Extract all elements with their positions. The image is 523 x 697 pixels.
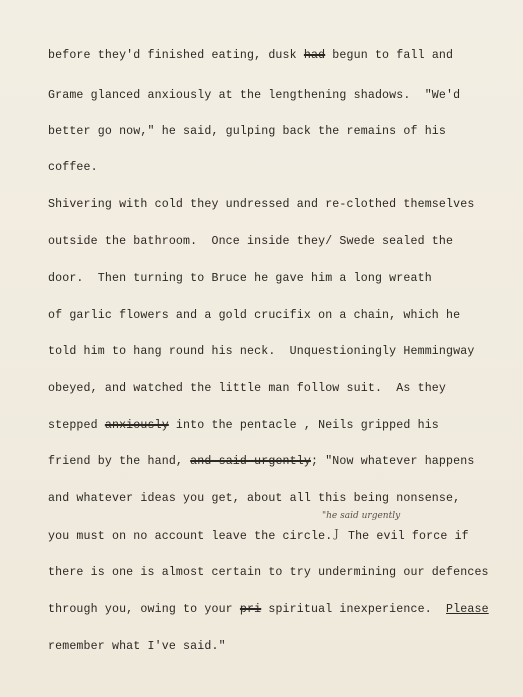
text-line-11: stepped anxiously into the pentacle , Neils gripped his xyxy=(48,419,439,432)
text-line-7: door. Then turning to Bruce he gave him a long wreath xyxy=(48,272,432,285)
text-line-10: obeyed, and watched the little man follow suit. As they xyxy=(48,382,447,395)
text-line-4: coffee. xyxy=(48,161,98,174)
text-line-14: you must on no account leave the circle. J The evil force if xyxy=(48,527,469,543)
text-line-12: friend by the hand, and said urgently; "Now whatever happens xyxy=(48,455,475,468)
text-line-1: before they'd finished eating, dusk had begun to fall and xyxy=(48,49,454,62)
handwritten-insertion: "he said urgently xyxy=(322,511,401,521)
text-line-15: there is one is almost certain to try undermining our defences xyxy=(48,566,489,579)
text-line-17: remember what I've said." xyxy=(48,640,226,653)
text-line-2: Grame glanced anxiously at the lengthening shadows. "We'd xyxy=(48,89,461,102)
text-line-6: outside the bathroom. Once inside they/ Swede sealed the xyxy=(48,235,454,248)
text-line-5: Shivering with cold they undressed and re-clothed themselves xyxy=(48,198,475,211)
text-line-9: told him to hang round his neck. Unquestioningly Hemmingway xyxy=(48,345,475,358)
text-line-8: of garlic flowers and a gold crucifix on a chain, which he xyxy=(48,309,461,322)
text-line-16: through you, owing to your pri spiritual inexperience. Please xyxy=(48,603,489,616)
text-line-13: and whatever ideas you get, about all this being nonsense, xyxy=(48,492,461,505)
text-line-3: better go now," he said, gulping back the remains of his xyxy=(48,125,447,138)
insertion-bracket: J xyxy=(334,527,339,540)
